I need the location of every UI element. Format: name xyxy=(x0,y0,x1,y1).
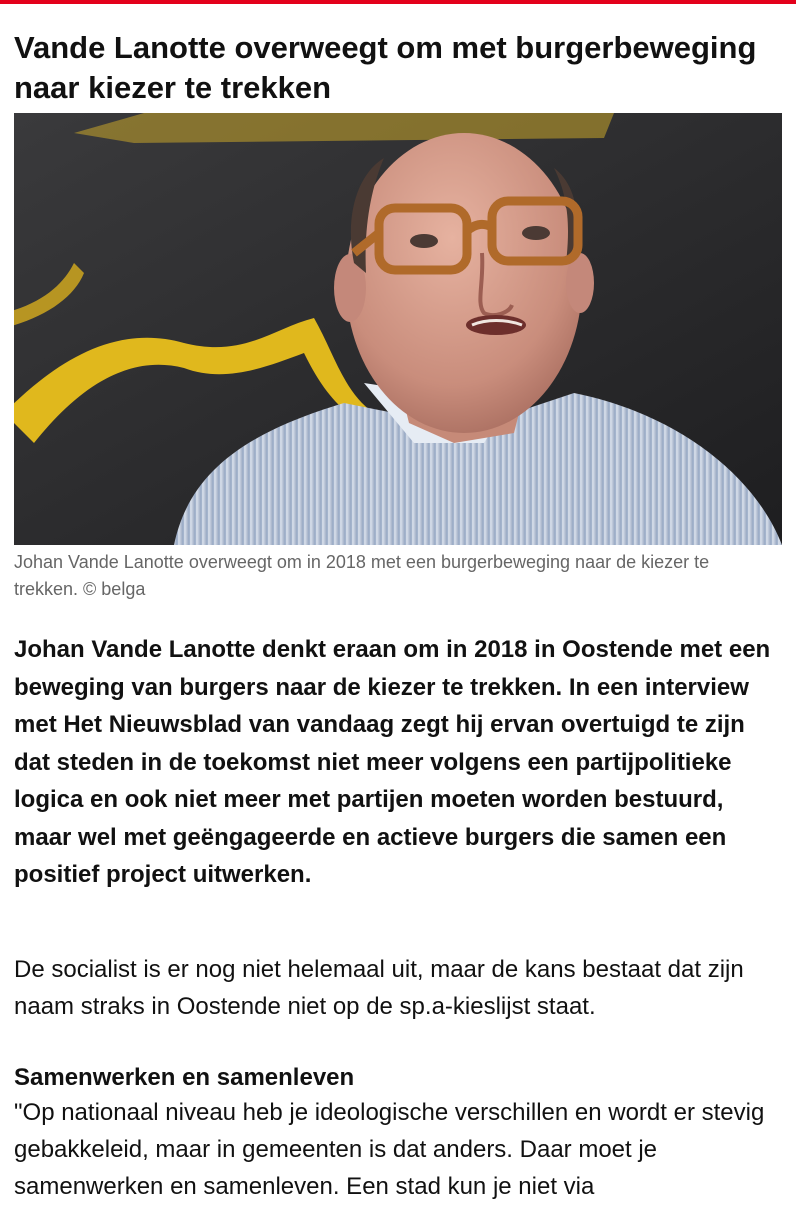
section-subheading: Samenwerken en samenleven xyxy=(14,1064,355,1091)
article-paragraph: "Op nationaal niveau heb je ideologische verschillen en wordt er stevig gebakkeleid, maar in gemeenten is dat anders. Daar moet je samenwerken en samenleven. Een stad kun je niet via xyxy=(14,1099,765,1200)
article-photo[interactable] xyxy=(14,113,782,545)
article-lead: Johan Vande Lanotte denkt eraan om in 2018 in Oostende met een beweging van burgers naar de kiezer te trekken. In een interview met Het Nieuwsblad van vandaag zegt hij ervan overtuigd te zijn dat steden in de toekomst niet meer volgens een partijpolitieke logica en ook niet meer met partijen moeten worden bestuurd, maar wel met geëngageerde en actieve burgers die samen een positief project uitwerken. xyxy=(14,636,771,888)
photo-caption: Johan Vande Lanotte overweegt om in 2018 met een burgerbeweging naar de kiezer te trekken. © belga xyxy=(14,552,710,599)
top-accent-bar xyxy=(0,0,796,4)
article-paragraph: De socialist is er nog niet helemaal uit, maar de kans bestaat dat zijn naam straks in Oostende niet op de sp.a-kieslijst staat. xyxy=(14,956,744,1020)
article-title: Vande Lanotte overweegt om met burgerbeweging naar kiezer te trekken xyxy=(14,30,757,105)
